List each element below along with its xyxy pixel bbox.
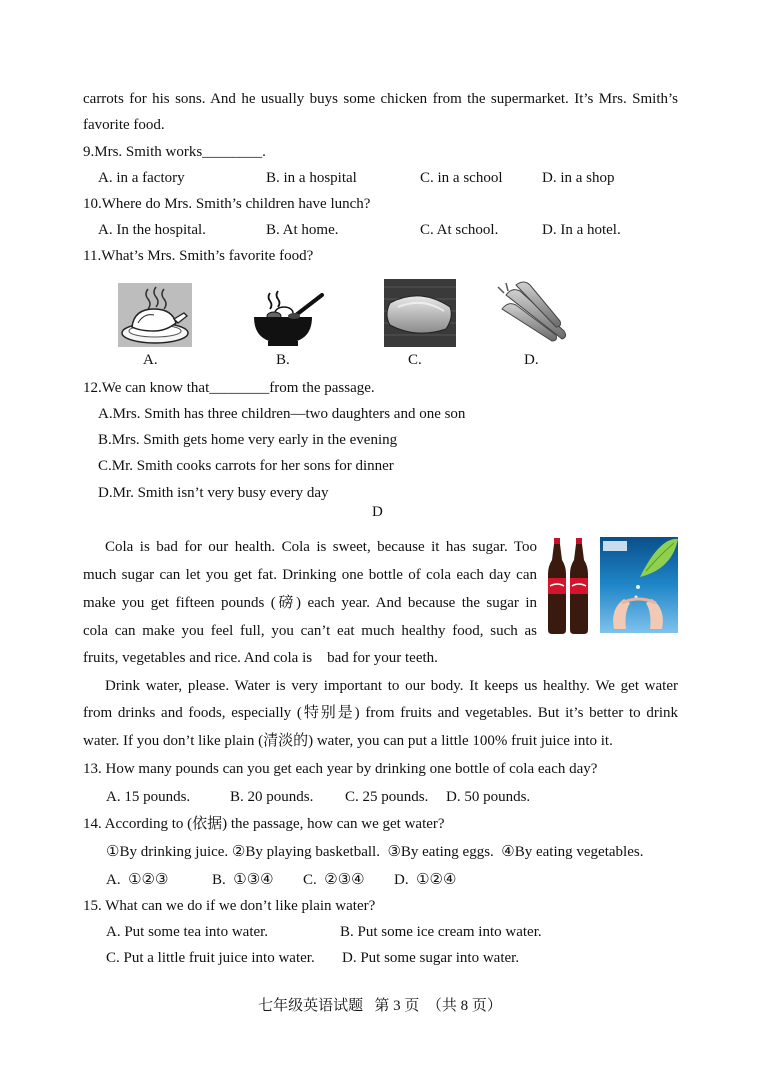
cola-bottles-image: [546, 538, 592, 634]
q9-option-c: C. in a school: [420, 170, 503, 186]
q9-option-a: A. in a factory: [98, 170, 185, 186]
passage-p1-line-5: fruits, vegetables and rice. And cola is bad for your teeth.: [83, 650, 438, 666]
q13-option-c: C. 25 pounds.: [345, 789, 429, 805]
q14-option-c: C. ②③④: [303, 872, 365, 888]
passage-p2-line-2: from drinks and foods, especially (特别是) from fruits and vegetables. But it’s better to drink: [83, 705, 678, 721]
q10-option-d: D. In a hotel.: [542, 222, 621, 238]
q12-option-d: D.Mr. Smith isn’t very busy every day: [98, 485, 329, 501]
q13-option-a: A. 15 pounds.: [106, 789, 191, 805]
q15-option-b: B. Put some ice cream into water.: [340, 924, 542, 940]
q13-option-d: D. 50 pounds.: [446, 789, 531, 805]
passage-p1-line-1: Cola is bad for our health. Cola is sweet, because it has sugar. Too: [105, 539, 537, 555]
bread-icon: [384, 279, 456, 347]
q9-option-d: D. in a shop: [542, 170, 615, 186]
q9-stem: 9.Mrs. Smith works________.: [83, 144, 266, 160]
carrots-icon: [496, 279, 572, 347]
q11-option-a: A.: [143, 352, 158, 368]
q11-option-c: C.: [408, 352, 422, 368]
passage-p2-line-1: Drink water, please. Water is very important to our body. It keeps us healthy. We get water: [105, 678, 678, 694]
passage-p1-line-4: cola can make you feel full, you can’t eat much healthy food, such as: [83, 623, 537, 639]
q14-option-a: A. ①②③: [106, 872, 169, 888]
q10-stem: 10.Where do Mrs. Smith’s children have lunch?: [83, 196, 371, 212]
q14-option-d: D. ①②④: [394, 872, 457, 888]
passage-p1-line-3: make you get fifteen pounds (磅) each year. And because the sugar in: [83, 595, 537, 611]
q15-option-a: A. Put some tea into water.: [106, 924, 269, 940]
q13-stem: 13. How many pounds can you get each year by drinking one bottle of cola each day?: [83, 761, 598, 777]
q15-option-d: D. Put some sugar into water.: [342, 950, 520, 966]
q11-stem: 11.What’s Mrs. Smith’s favorite food?: [83, 248, 314, 264]
q12-option-b: B.Mrs. Smith gets home very early in the evening: [98, 432, 398, 448]
passage-p1-line-2: much sugar can let you get fat. Drinking one bottle of cola each day can: [83, 567, 537, 583]
passage-p2-line-3: water. If you don’t like plain (清淡的) water, you can put a little 100% fruit juice into it.: [83, 733, 613, 749]
intro-line-1: carrots for his sons. And he usually buys some chicken from the supermarket. It’s Mrs. Smith’s: [83, 91, 678, 107]
q12-stem: 12.We can know that________from the passage.: [83, 380, 375, 396]
intro-line-2: favorite food.: [83, 117, 165, 133]
q12-option-a: A.Mrs. Smith has three children—two daughters and one son: [98, 406, 466, 422]
q12-option-c: C.Mr. Smith cooks carrots for her sons for dinner: [98, 458, 394, 474]
q11-option-b: B.: [276, 352, 290, 368]
q15-option-c: C. Put a little fruit juice into water.: [106, 950, 315, 966]
page-footer: 七年级英语试题 第 3 页 （共 8 页）: [258, 998, 502, 1014]
q10-option-a: A. In the hospital.: [98, 222, 206, 238]
q9-option-b: B. in a hospital: [266, 170, 357, 186]
section-heading: D: [372, 504, 383, 520]
q14-option-b: B. ①③④: [212, 872, 274, 888]
q15-stem: 15. What can we do if we don’t like plain water?: [83, 898, 376, 914]
q11-option-d: D.: [524, 352, 539, 368]
water-hands-image: [600, 537, 678, 633]
q10-option-b: B. At home.: [266, 222, 339, 238]
q14-items: ①By drinking juice. ②By playing basketball. ③By eating eggs. ④By eating vegetables.: [106, 844, 644, 860]
q10-option-c: C. At school.: [420, 222, 499, 238]
q14-stem: 14. According to (依据) the passage, how can we get water?: [83, 816, 445, 832]
q13-option-b: B. 20 pounds.: [230, 789, 314, 805]
roast-chicken-icon: [118, 283, 192, 347]
soup-bowl-icon: [252, 285, 326, 347]
